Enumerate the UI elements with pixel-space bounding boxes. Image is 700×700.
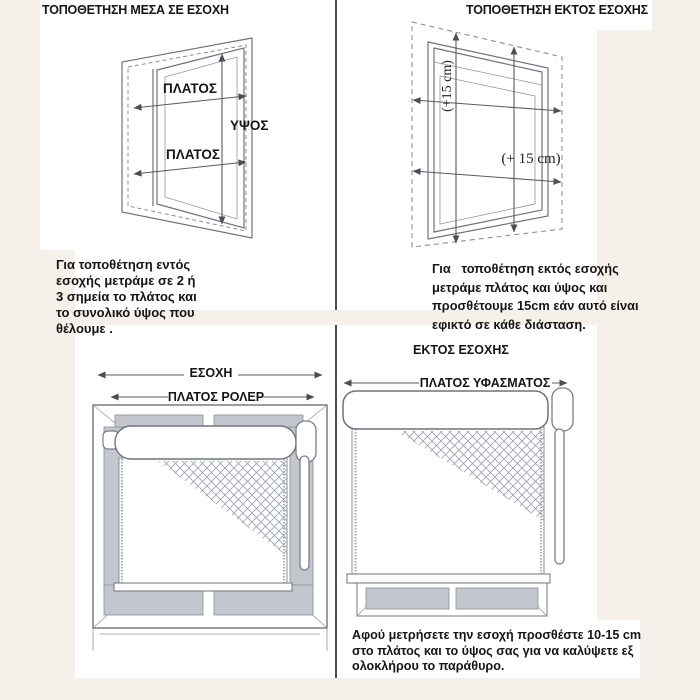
recess-top-wall-left <box>115 415 203 427</box>
caption-line: στο πλάτος και το ύψος σας για να καλύψετε εξ <box>352 643 634 658</box>
heading-outside-recess: ΕΚΤΟΣ ΕΣΟΧΗΣ <box>413 343 509 357</box>
chain-loop <box>555 429 564 564</box>
roller-inside-recess-diagram <box>93 364 327 651</box>
caption-line: προσθέτουμε 15cm εάν αυτό είναι <box>432 298 639 313</box>
bottom-bar <box>114 583 292 591</box>
caption-line: 3 σημεία το πλάτος και <box>56 289 197 304</box>
window-outside-recess-diagram <box>412 22 562 247</box>
caption-line: θέλουμε . <box>56 321 113 336</box>
title-outside-recess: ΤΟΠΟΘΕΤΗΣΗ ΕΚΤΟΣ ΕΣΟΧΗΣ <box>466 3 648 17</box>
roller-width-label: ΠΛΑΤΟΣ ΡΟΛΕΡ <box>167 390 265 404</box>
bottom-bar <box>347 574 550 583</box>
caption-line: Αφού μετρήσετε την εσοχή προσθέστε 10-15 cm <box>352 628 642 642</box>
chain-loop <box>300 456 309 570</box>
caption-line: εσοχής μετράμε σε 2 ή <box>56 273 196 288</box>
caption-line: Για τοποθέτηση εντός <box>56 257 191 272</box>
width-label-top: ΠΛΑΤΟΣ <box>163 81 217 96</box>
width-plus-label: (+ 15 cm) <box>501 151 561 167</box>
caption-line: εφικτό σε κάθε διάσταση. <box>432 316 586 332</box>
caption-outside-recess <box>432 260 639 334</box>
width-label-bottom: ΠΛΑΤΟΣ <box>166 147 220 162</box>
recess-wall-left <box>366 588 449 609</box>
caption-line: Για τοποθέτηση εκτός εσοχής <box>432 261 619 276</box>
roller-clutch <box>552 388 573 431</box>
window-back-pane <box>157 48 244 228</box>
caption-line: το συνολικό ύψος που <box>56 305 195 320</box>
recess-top-wall-right <box>214 415 303 427</box>
caption-line: μετράμε πλάτος και ύψος και <box>432 279 608 295</box>
caption-inside-recess <box>56 257 197 337</box>
roller-outside-recess-diagram <box>343 373 573 616</box>
height-label: ΥΨΟΣ <box>230 118 269 133</box>
recess-label: ΕΣΟΧΗ <box>189 366 233 380</box>
window-inside-recess-diagram <box>122 38 269 238</box>
roller-cassette <box>343 391 548 429</box>
caption-bottom <box>352 628 641 675</box>
title-inside-recess: ΤΟΠΟΘΕΤΗΣΗ ΜΕΣΑ ΣΕ ΕΣΟΧΗ <box>42 3 229 17</box>
recess-wall-right <box>456 588 538 609</box>
fabric-width-label: ΠΛΑΤΟΣ ΥΦΑΣΜΑΤΟΣ <box>419 376 551 390</box>
roller-tube <box>115 426 296 459</box>
caption-line: ολοκλήρου το παράθυρο. <box>352 659 505 673</box>
height-plus-label: (+15 cm) <box>440 60 455 112</box>
